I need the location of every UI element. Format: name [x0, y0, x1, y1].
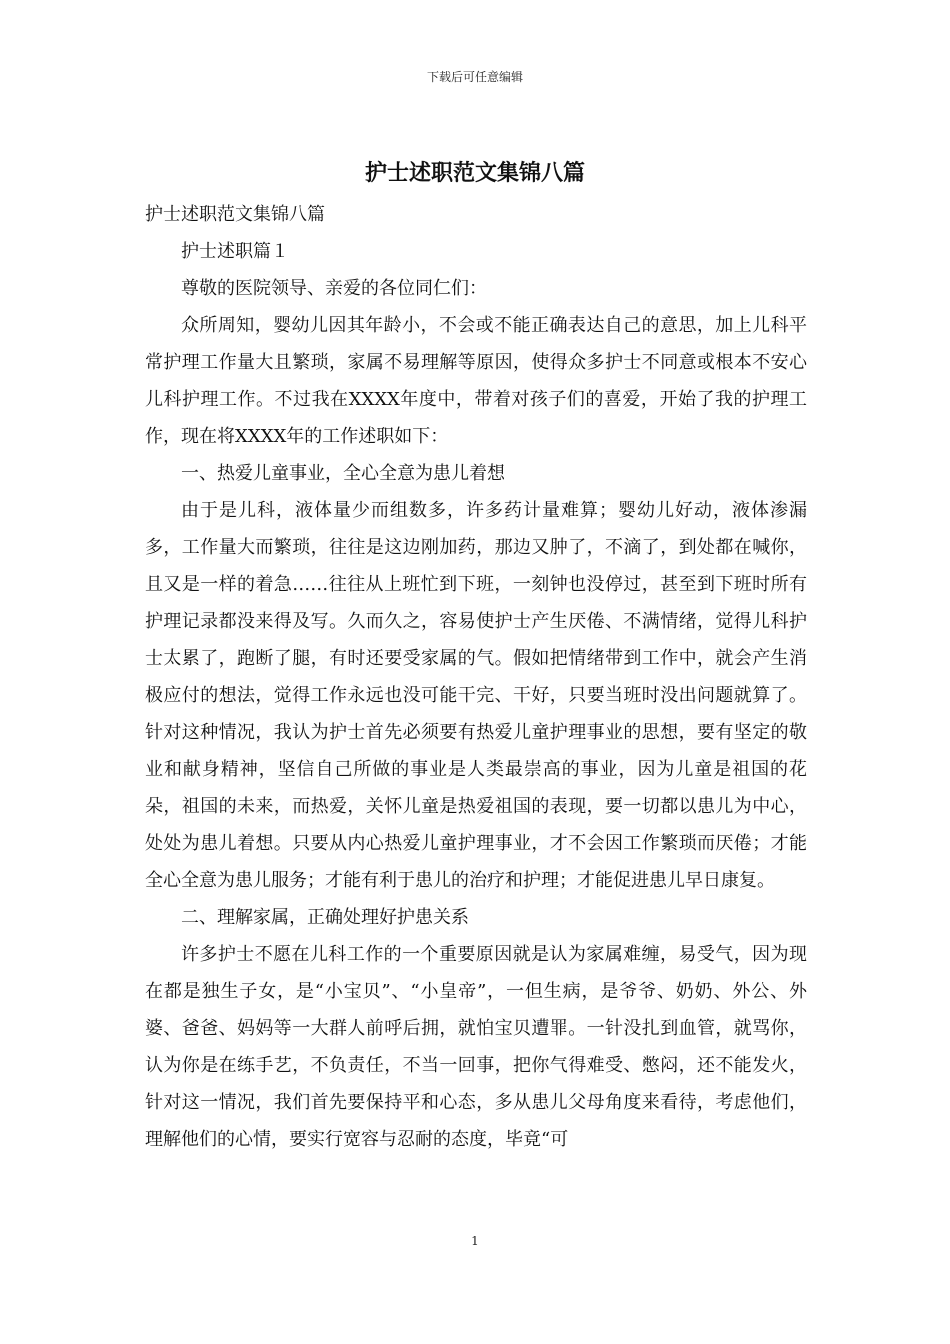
paragraph-section-heading: 护士述职篇１	[181, 241, 289, 262]
paragraph-body-one: 由于是儿科，液体量少而组数多，许多药计量难算；婴幼儿好动，液体渗漏多，工作量大而繁琐，往往是这边刚加药，那边又肿了，不滴了，到处都在喊你，且又是一样的着急……往往从上班忙到下班，一刻钟也没停过，甚至到下班时所有护理记录都没来得及写。久而久之，容易使护士产生厌倦、不满情绪，觉得儿科护士太累了，跑断了腿，有时还要受家属的气。假如把情绪带到工作中，就会产生消极应付的想法，觉得工作永远也没可能干完、干好，只要当班时没出问题就算了。针对这种情况，我认为护士首先必须要有热爱儿童护理事业的思想，要有坚定的敬业和献身精神，坚信自己所做的事业是人类最崇高的事业，因为儿童是祖国的花朵，祖国的未来，而热爱，关怀儿童是热爱祖国的表现，要一切都以患儿为中心，处处为患儿着想。只要从内心热爱儿童护理事业，才不会因工作繁琐而厌倦；才能全心全意为患儿服务；才能有利于患儿的治疗和护理；才能促进患儿早日康复。	[145, 500, 807, 891]
paragraph-salutation: 尊敬的医院领导、亲爱的各位同仁们：	[181, 278, 487, 299]
paragraph-heading-one: 一、热爱儿童事业，全心全意为患儿着想	[181, 463, 505, 484]
paragraph-subtitle: 护士述职范文集锦八篇	[145, 204, 325, 225]
page-number: 1	[471, 1234, 479, 1248]
page-header-note: 下载后可任意编辑	[426, 70, 523, 84]
document-title: 护士述职范文集锦八篇	[364, 160, 585, 186]
paragraph-intro: 众所周知，婴幼儿因其年龄小，不会或不能正确表达自己的意思，加上儿科平常护理工作量大且繁琐，家属不易理解等原因，使得众多护士不同意或根本不安心儿科护理工作。不过我在XXXX年度中，带着对孩子们的喜爱，开始了我的护理工作，现在将XXXX年的工作述职如下：	[145, 315, 807, 447]
paragraph-heading-two: 二、理解家属，正确处理好护患关系	[181, 907, 469, 928]
document-body	[145, 196, 807, 1158]
paragraph-body-two: 许多护士不愿在儿科工作的一个重要原因就是认为家属难缠，易受气，因为现在都是独生子女，是“小宝贝”、“小皇帝”，一但生病，是爷爷、奶奶、外公、外婆、爸爸、妈妈等一大群人前呼后拥，就怕宝贝遭罪。一针没扎到血管，就骂你，认为你是在练手艺，不负责任，不当一回事，把你气得难受、憋闷，还不能发火，针对这一情况，我们首先要保持平和心态，多从患儿父母角度来看待，考虑他们，理解他们的心情，要实行宽容与忍耐的态度，毕竟“可	[145, 944, 807, 1150]
